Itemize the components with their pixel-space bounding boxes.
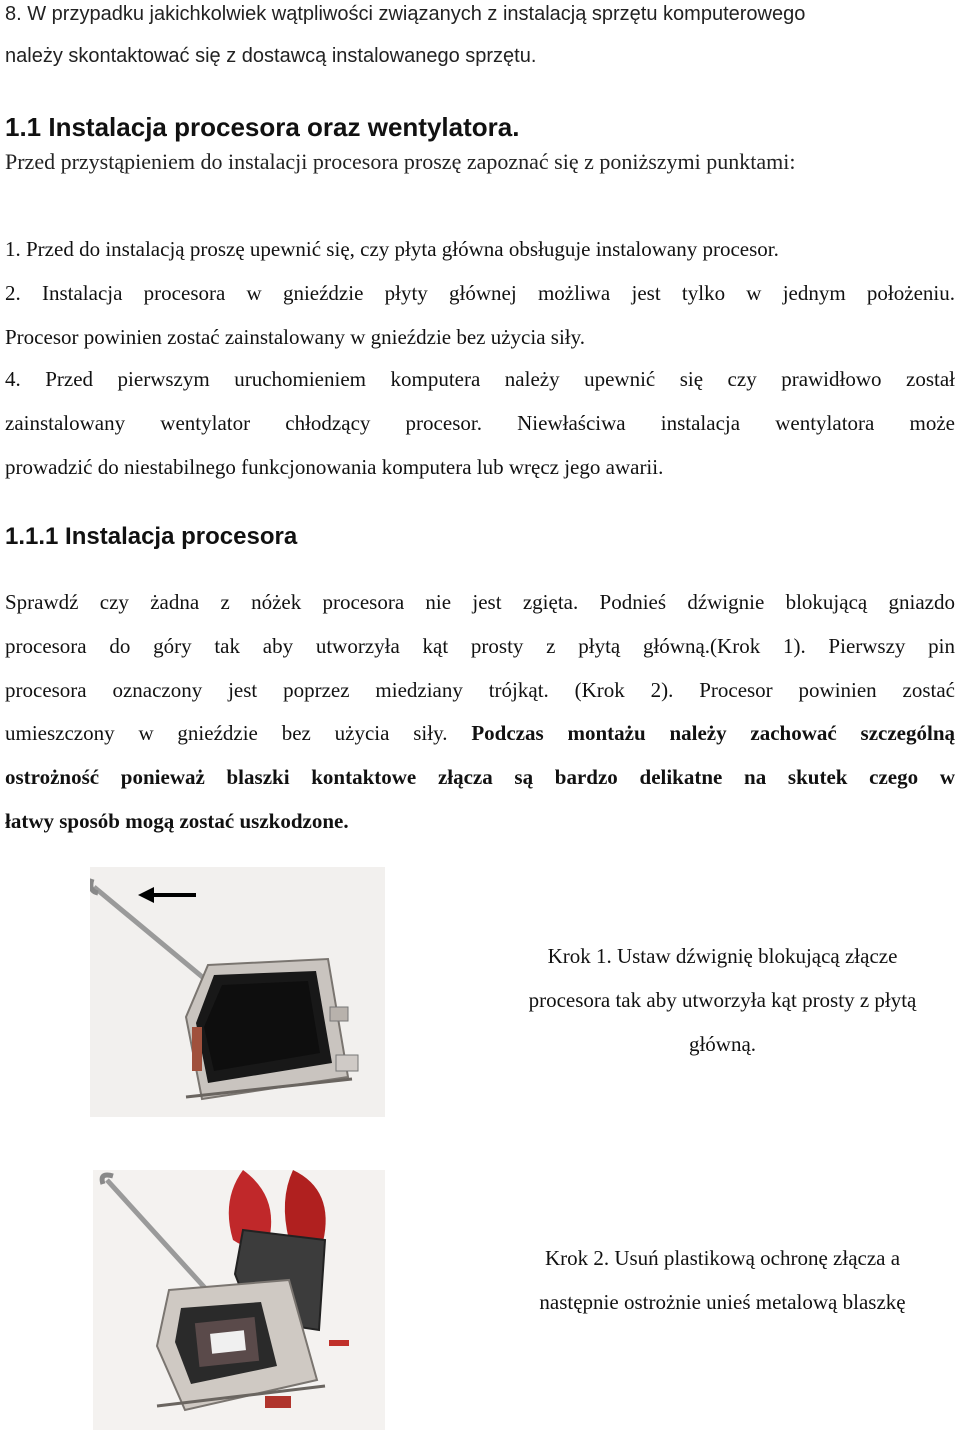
point-2-line-2: Procesor powinien zostać zainstalowany w gnieździe bez użycia siły. [5,325,586,349]
cpu-socket-remove-cover-image [93,1170,385,1430]
paragraph-line-1: Sprawdź czy żadna z nóżek procesora nie jest zgięta. Podnieś dźwignie blokującą gniazdo [5,590,955,614]
section-1-1-title: 1.1 Instalacja procesora oraz wentylatora. [5,112,520,142]
step-2-photo [93,1170,385,1430]
item-8-line-1: 8. W przypadku jakichkolwiek wątpliwości związanych z instalacją sprzętu komputerowego [5,3,806,25]
paragraph-line-5: ostrożność ponieważ blaszki kontaktowe złącza są bardzo delikatne na skutek czego w [5,765,955,789]
step-2-caption-line-1: Krok 2. Usuń plastikową ochronę złącza a [544,1246,901,1270]
point-2-line-1: 2. Instalacja procesora w gnieździe płyty głównej możliwa jest tylko w jednym położeniu. [5,281,955,305]
paragraph-line-6: łatwy sposób mogą zostać uszkodzone. [5,809,349,833]
step-1-photo [90,867,385,1117]
step-1-caption [470,934,960,1066]
step-1-caption-line-3: główną. [688,1032,757,1056]
step-1-caption-line-2: procesora tak aby utworzyła kąt prosty z płytą [528,988,917,1012]
item-8-line-2: należy skontaktować się z dostawcą instalowanego sprzętu. [5,45,537,67]
paragraph-line-2: procesora do góry tak aby utworzyła kąt prosty z płytą główną.(Krok 1). Pierwszy pin [5,634,955,658]
section-1-1-lead: Przed przystąpieniem do instalacji procesora proszę zapoznać się z poniższymi punktami: [5,149,796,174]
step-2-caption-line-2: następnie ostrożnie unieś metalową blaszkę [539,1290,906,1314]
paragraph-line-4-bold: Podczas montażu należy zachować szczególną [471,721,956,745]
paragraph-line-3: procesora oznaczony jest poprzez miedziany trójkąt. (Krok 2). Procesor powinien zostać [5,678,955,702]
cpu-socket-lever-up-image [90,867,385,1117]
point-4-line-2: zainstalowany wentylator chłodzący procesor. Niewłaściwa instalacja wentylatora może [5,411,955,435]
step-2-caption [470,1236,960,1324]
paragraph-line-4-regular: umieszczony w gnieździe bez użycia siły. [5,721,448,745]
step-1-caption-line-1: Krok 1. Ustaw dźwignię blokującą złącze [547,944,898,968]
point-4-line-1: 4. Przed pierwszym uruchomieniem komputera należy upewnić się czy prawidłowo został [5,367,955,391]
paragraph-line-4 [5,721,955,745]
point-1: 1. Przed do instalacją proszę upewnić się, czy płyta główna obsługuje instalowany procesor. [5,237,779,261]
section-1-1-1-title: 1.1.1 Instalacja procesora [5,523,298,550]
point-4-line-3: prowadzić do niestabilnego funkcjonowania komputera lub wręcz jego awarii. [5,455,664,479]
